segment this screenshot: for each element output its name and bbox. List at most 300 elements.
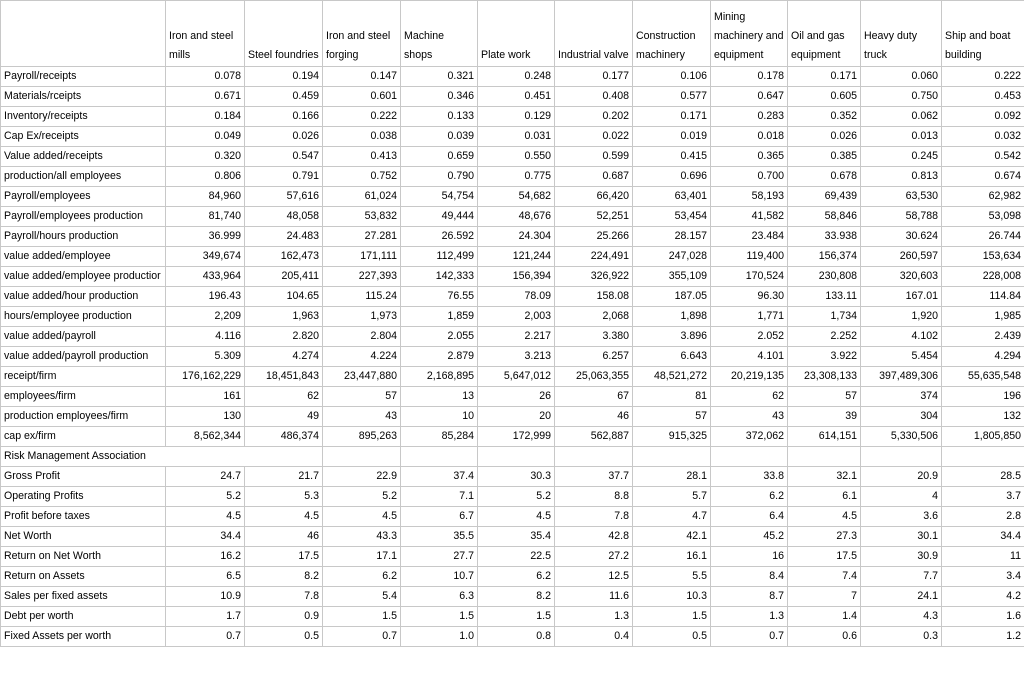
value-cell[interactable]: 0.019 (633, 127, 711, 147)
value-cell[interactable]: 0.026 (788, 127, 861, 147)
value-cell[interactable]: 0.5 (633, 627, 711, 647)
value-cell[interactable]: 45.2 (711, 527, 788, 547)
value-cell[interactable]: 4.116 (166, 327, 245, 347)
value-cell[interactable]: 0.408 (555, 87, 633, 107)
value-cell[interactable]: 161 (166, 387, 245, 407)
row-label-cell[interactable]: receipt/firm (1, 367, 166, 387)
value-cell[interactable]: 1.2 (942, 627, 1024, 647)
value-cell[interactable]: 247,028 (633, 247, 711, 267)
value-cell[interactable]: 10 (401, 407, 478, 427)
value-cell[interactable]: 0.605 (788, 87, 861, 107)
value-cell[interactable]: 11 (942, 547, 1024, 567)
value-cell[interactable]: 0.547 (245, 147, 323, 167)
value-cell[interactable]: 27.281 (323, 227, 401, 247)
value-cell[interactable]: 57 (788, 387, 861, 407)
value-cell[interactable]: 915,325 (633, 427, 711, 447)
value-cell[interactable]: 0.542 (942, 147, 1024, 167)
column-header[interactable]: Ship and boat building (942, 1, 1024, 67)
value-cell[interactable]: 0.177 (555, 67, 633, 87)
empty-cell[interactable] (323, 447, 401, 467)
value-cell[interactable]: 42.8 (555, 527, 633, 547)
value-cell[interactable]: 4.5 (788, 507, 861, 527)
value-cell[interactable]: 0.283 (711, 107, 788, 127)
value-cell[interactable]: 63,401 (633, 187, 711, 207)
empty-cell[interactable] (401, 447, 478, 467)
row-label-cell[interactable]: Cap Ex/receipts (1, 127, 166, 147)
value-cell[interactable]: 0.129 (478, 107, 555, 127)
value-cell[interactable]: 0.678 (788, 167, 861, 187)
row-label-cell[interactable]: Materials/rceipts (1, 87, 166, 107)
value-cell[interactable]: 34.4 (166, 527, 245, 547)
row-label-cell[interactable]: Debt per worth (1, 607, 166, 627)
value-cell[interactable]: 5,330,506 (861, 427, 942, 447)
value-cell[interactable]: 3.6 (861, 507, 942, 527)
value-cell[interactable]: 43 (711, 407, 788, 427)
value-cell[interactable]: 8.4 (711, 567, 788, 587)
value-cell[interactable]: 172,999 (478, 427, 555, 447)
value-cell[interactable]: 17.5 (245, 547, 323, 567)
column-header[interactable]: Industrial valve (555, 1, 633, 67)
value-cell[interactable]: 614,151 (788, 427, 861, 447)
corner-cell[interactable] (1, 1, 166, 67)
row-label-cell[interactable]: value added/payroll production (1, 347, 166, 367)
value-cell[interactable]: 0.550 (478, 147, 555, 167)
value-cell[interactable]: 4.3 (861, 607, 942, 627)
value-cell[interactable]: 7.7 (861, 567, 942, 587)
value-cell[interactable]: 3.213 (478, 347, 555, 367)
value-cell[interactable]: 121,244 (478, 247, 555, 267)
value-cell[interactable]: 130 (166, 407, 245, 427)
value-cell[interactable]: 33.938 (788, 227, 861, 247)
value-cell[interactable]: 66,420 (555, 187, 633, 207)
value-cell[interactable]: 0.687 (555, 167, 633, 187)
value-cell[interactable]: 22.9 (323, 467, 401, 487)
value-cell[interactable]: 2.055 (401, 327, 478, 347)
value-cell[interactable]: 33.8 (711, 467, 788, 487)
value-cell[interactable]: 58,788 (861, 207, 942, 227)
value-cell[interactable]: 8.7 (711, 587, 788, 607)
value-cell[interactable]: 7.8 (245, 587, 323, 607)
value-cell[interactable]: 0.346 (401, 87, 478, 107)
value-cell[interactable]: 17.1 (323, 547, 401, 567)
value-cell[interactable]: 1,920 (861, 307, 942, 327)
value-cell[interactable]: 196.43 (166, 287, 245, 307)
value-cell[interactable]: 6.2 (711, 487, 788, 507)
value-cell[interactable]: 0.038 (323, 127, 401, 147)
value-cell[interactable]: 2,168,895 (401, 367, 478, 387)
value-cell[interactable]: 0.013 (861, 127, 942, 147)
value-cell[interactable]: 320,603 (861, 267, 942, 287)
value-cell[interactable]: 61,024 (323, 187, 401, 207)
value-cell[interactable]: 67 (555, 387, 633, 407)
value-cell[interactable]: 30.1 (861, 527, 942, 547)
value-cell[interactable]: 58,846 (788, 207, 861, 227)
value-cell[interactable]: 0.813 (861, 167, 942, 187)
value-cell[interactable]: 2,068 (555, 307, 633, 327)
value-cell[interactable]: 1,973 (323, 307, 401, 327)
value-cell[interactable]: 0.3 (861, 627, 942, 647)
value-cell[interactable]: 7.4 (788, 567, 861, 587)
value-cell[interactable]: 78.09 (478, 287, 555, 307)
value-cell[interactable]: 30.9 (861, 547, 942, 567)
value-cell[interactable]: 53,454 (633, 207, 711, 227)
value-cell[interactable]: 84,960 (166, 187, 245, 207)
value-cell[interactable]: 0.171 (788, 67, 861, 87)
value-cell[interactable]: 25,063,355 (555, 367, 633, 387)
value-cell[interactable]: 156,394 (478, 267, 555, 287)
value-cell[interactable]: 0.202 (555, 107, 633, 127)
value-cell[interactable]: 20 (478, 407, 555, 427)
row-label-cell[interactable]: production employees/firm (1, 407, 166, 427)
value-cell[interactable]: 0.022 (555, 127, 633, 147)
value-cell[interactable]: 0.245 (861, 147, 942, 167)
value-cell[interactable]: 48,521,272 (633, 367, 711, 387)
value-cell[interactable]: 1.0 (401, 627, 478, 647)
value-cell[interactable]: 1,805,850 (942, 427, 1024, 447)
value-cell[interactable]: 4.294 (942, 347, 1024, 367)
column-header[interactable]: Mining machinery and equipment (711, 1, 788, 67)
value-cell[interactable]: 26.744 (942, 227, 1024, 247)
value-cell[interactable]: 28.1 (633, 467, 711, 487)
value-cell[interactable]: 0.790 (401, 167, 478, 187)
value-cell[interactable]: 57,616 (245, 187, 323, 207)
column-header[interactable]: Steel foundries (245, 1, 323, 67)
value-cell[interactable]: 6.4 (711, 507, 788, 527)
value-cell[interactable]: 2.8 (942, 507, 1024, 527)
value-cell[interactable]: 0.031 (478, 127, 555, 147)
value-cell[interactable]: 4.101 (711, 347, 788, 367)
value-cell[interactable]: 34.4 (942, 527, 1024, 547)
value-cell[interactable]: 13 (401, 387, 478, 407)
value-cell[interactable]: 5.454 (861, 347, 942, 367)
value-cell[interactable]: 5.7 (633, 487, 711, 507)
value-cell[interactable]: 23.484 (711, 227, 788, 247)
value-cell[interactable]: 433,964 (166, 267, 245, 287)
value-cell[interactable]: 0.133 (401, 107, 478, 127)
value-cell[interactable]: 0.696 (633, 167, 711, 187)
value-cell[interactable]: 0.415 (633, 147, 711, 167)
value-cell[interactable]: 8,562,344 (166, 427, 245, 447)
value-cell[interactable]: 153,634 (942, 247, 1024, 267)
value-cell[interactable]: 112,499 (401, 247, 478, 267)
value-cell[interactable]: 227,393 (323, 267, 401, 287)
value-cell[interactable]: 0.049 (166, 127, 245, 147)
value-cell[interactable]: 0.184 (166, 107, 245, 127)
column-header[interactable]: Construction machinery (633, 1, 711, 67)
value-cell[interactable]: 0.060 (861, 67, 942, 87)
value-cell[interactable]: 114.84 (942, 287, 1024, 307)
value-cell[interactable]: 0.039 (401, 127, 478, 147)
value-cell[interactable]: 4.224 (323, 347, 401, 367)
value-cell[interactable]: 0.194 (245, 67, 323, 87)
value-cell[interactable]: 20.9 (861, 467, 942, 487)
value-cell[interactable]: 486,374 (245, 427, 323, 447)
value-cell[interactable]: 1.3 (711, 607, 788, 627)
row-label-cell[interactable]: Net Worth (1, 527, 166, 547)
value-cell[interactable]: 24.483 (245, 227, 323, 247)
value-cell[interactable]: 27.2 (555, 547, 633, 567)
value-cell[interactable]: 53,832 (323, 207, 401, 227)
value-cell[interactable]: 0.459 (245, 87, 323, 107)
empty-cell[interactable] (633, 447, 711, 467)
value-cell[interactable]: 1.5 (401, 607, 478, 627)
value-cell[interactable]: 10.7 (401, 567, 478, 587)
row-label-cell[interactable]: cap ex/firm (1, 427, 166, 447)
value-cell[interactable]: 2.820 (245, 327, 323, 347)
value-cell[interactable]: 48,676 (478, 207, 555, 227)
value-cell[interactable]: 0.674 (942, 167, 1024, 187)
value-cell[interactable]: 895,263 (323, 427, 401, 447)
value-cell[interactable]: 3.922 (788, 347, 861, 367)
value-cell[interactable]: 228,008 (942, 267, 1024, 287)
value-cell[interactable]: 27.7 (401, 547, 478, 567)
value-cell[interactable]: 260,597 (861, 247, 942, 267)
value-cell[interactable]: 8.8 (555, 487, 633, 507)
value-cell[interactable]: 0.222 (942, 67, 1024, 87)
value-cell[interactable]: 2.804 (323, 327, 401, 347)
value-cell[interactable]: 2.052 (711, 327, 788, 347)
value-cell[interactable]: 52,251 (555, 207, 633, 227)
value-cell[interactable]: 24.304 (478, 227, 555, 247)
value-cell[interactable]: 6.257 (555, 347, 633, 367)
value-cell[interactable]: 0.775 (478, 167, 555, 187)
row-label-cell[interactable]: Operating Profits (1, 487, 166, 507)
value-cell[interactable]: 3.7 (942, 487, 1024, 507)
value-cell[interactable]: 57 (633, 407, 711, 427)
value-cell[interactable]: 187.05 (633, 287, 711, 307)
value-cell[interactable]: 0.451 (478, 87, 555, 107)
column-header[interactable]: Iron and steel mills (166, 1, 245, 67)
value-cell[interactable]: 176,162,229 (166, 367, 245, 387)
value-cell[interactable]: 54,754 (401, 187, 478, 207)
value-cell[interactable]: 0.4 (555, 627, 633, 647)
value-cell[interactable]: 0.352 (788, 107, 861, 127)
value-cell[interactable]: 16 (711, 547, 788, 567)
value-cell[interactable]: 0.248 (478, 67, 555, 87)
empty-cell[interactable] (555, 447, 633, 467)
value-cell[interactable]: 0.026 (245, 127, 323, 147)
section-label-cell[interactable]: Risk Management Association (1, 447, 323, 467)
column-header[interactable]: Iron and steel forging (323, 1, 401, 67)
value-cell[interactable]: 1,963 (245, 307, 323, 327)
value-cell[interactable]: 142,333 (401, 267, 478, 287)
value-cell[interactable]: 196 (942, 387, 1024, 407)
empty-cell[interactable] (478, 447, 555, 467)
value-cell[interactable]: 0.320 (166, 147, 245, 167)
value-cell[interactable]: 35.4 (478, 527, 555, 547)
value-cell[interactable]: 1,898 (633, 307, 711, 327)
value-cell[interactable]: 355,109 (633, 267, 711, 287)
value-cell[interactable]: 0.222 (323, 107, 401, 127)
value-cell[interactable]: 1.3 (555, 607, 633, 627)
value-cell[interactable]: 104.65 (245, 287, 323, 307)
value-cell[interactable]: 2.252 (788, 327, 861, 347)
value-cell[interactable]: 224,491 (555, 247, 633, 267)
row-label-cell[interactable]: Inventory/receipts (1, 107, 166, 127)
value-cell[interactable]: 6.1 (788, 487, 861, 507)
value-cell[interactable]: 0.413 (323, 147, 401, 167)
value-cell[interactable]: 6.643 (633, 347, 711, 367)
row-label-cell[interactable]: value added/employee productior (1, 267, 166, 287)
value-cell[interactable]: 35.5 (401, 527, 478, 547)
value-cell[interactable]: 48,058 (245, 207, 323, 227)
value-cell[interactable]: 3.380 (555, 327, 633, 347)
row-label-cell[interactable]: Value added/receipts (1, 147, 166, 167)
value-cell[interactable]: 0.7 (711, 627, 788, 647)
value-cell[interactable]: 1.4 (788, 607, 861, 627)
value-cell[interactable]: 0.365 (711, 147, 788, 167)
value-cell[interactable]: 397,489,306 (861, 367, 942, 387)
value-cell[interactable]: 0.321 (401, 67, 478, 87)
value-cell[interactable]: 4.274 (245, 347, 323, 367)
column-header[interactable]: Machine shops (401, 1, 478, 67)
value-cell[interactable]: 30.624 (861, 227, 942, 247)
value-cell[interactable]: 42.1 (633, 527, 711, 547)
value-cell[interactable]: 205,411 (245, 267, 323, 287)
value-cell[interactable]: 62,982 (942, 187, 1024, 207)
value-cell[interactable]: 41,582 (711, 207, 788, 227)
value-cell[interactable]: 0.032 (942, 127, 1024, 147)
value-cell[interactable]: 170,524 (711, 267, 788, 287)
value-cell[interactable]: 0.178 (711, 67, 788, 87)
row-label-cell[interactable]: Return on Net Worth (1, 547, 166, 567)
value-cell[interactable]: 0.7 (166, 627, 245, 647)
value-cell[interactable]: 230,808 (788, 267, 861, 287)
row-label-cell[interactable]: Payroll/employees (1, 187, 166, 207)
value-cell[interactable]: 4.5 (245, 507, 323, 527)
value-cell[interactable]: 46 (245, 527, 323, 547)
value-cell[interactable]: 10.9 (166, 587, 245, 607)
value-cell[interactable]: 11.6 (555, 587, 633, 607)
value-cell[interactable]: 4.5 (478, 507, 555, 527)
value-cell[interactable]: 43.3 (323, 527, 401, 547)
value-cell[interactable]: 0.8 (478, 627, 555, 647)
row-label-cell[interactable]: Payroll/employees production (1, 207, 166, 227)
value-cell[interactable]: 0.453 (942, 87, 1024, 107)
value-cell[interactable]: 6.7 (401, 507, 478, 527)
value-cell[interactable]: 0.601 (323, 87, 401, 107)
value-cell[interactable]: 0.659 (401, 147, 478, 167)
value-cell[interactable]: 55,635,548 (942, 367, 1024, 387)
value-cell[interactable]: 12.5 (555, 567, 633, 587)
value-cell[interactable]: 0.577 (633, 87, 711, 107)
value-cell[interactable]: 0.671 (166, 87, 245, 107)
value-cell[interactable]: 0.700 (711, 167, 788, 187)
value-cell[interactable]: 85,284 (401, 427, 478, 447)
value-cell[interactable]: 0.599 (555, 147, 633, 167)
value-cell[interactable]: 0.752 (323, 167, 401, 187)
value-cell[interactable]: 5.2 (166, 487, 245, 507)
value-cell[interactable]: 304 (861, 407, 942, 427)
value-cell[interactable]: 1,734 (788, 307, 861, 327)
value-cell[interactable]: 1.5 (323, 607, 401, 627)
value-cell[interactable]: 133.11 (788, 287, 861, 307)
value-cell[interactable]: 36.999 (166, 227, 245, 247)
empty-cell[interactable] (942, 447, 1024, 467)
value-cell[interactable]: 7 (788, 587, 861, 607)
value-cell[interactable]: 62 (245, 387, 323, 407)
value-cell[interactable]: 37.7 (555, 467, 633, 487)
row-label-cell[interactable]: Sales per fixed assets (1, 587, 166, 607)
value-cell[interactable]: 2,003 (478, 307, 555, 327)
value-cell[interactable]: 1,771 (711, 307, 788, 327)
row-label-cell[interactable]: value added/hour production (1, 287, 166, 307)
value-cell[interactable]: 326,922 (555, 267, 633, 287)
value-cell[interactable]: 0.062 (861, 107, 942, 127)
value-cell[interactable]: 57 (323, 387, 401, 407)
value-cell[interactable]: 28.157 (633, 227, 711, 247)
value-cell[interactable]: 3.4 (942, 567, 1024, 587)
value-cell[interactable]: 6.5 (166, 567, 245, 587)
value-cell[interactable]: 115.24 (323, 287, 401, 307)
value-cell[interactable]: 0.750 (861, 87, 942, 107)
value-cell[interactable]: 4.102 (861, 327, 942, 347)
value-cell[interactable]: 0.647 (711, 87, 788, 107)
empty-cell[interactable] (788, 447, 861, 467)
row-label-cell[interactable]: production/all employees (1, 167, 166, 187)
value-cell[interactable]: 2.439 (942, 327, 1024, 347)
value-cell[interactable]: 156,374 (788, 247, 861, 267)
value-cell[interactable]: 7.1 (401, 487, 478, 507)
value-cell[interactable]: 0.171 (633, 107, 711, 127)
value-cell[interactable]: 81,740 (166, 207, 245, 227)
value-cell[interactable]: 5.2 (478, 487, 555, 507)
column-header[interactable]: Oil and gas equipment (788, 1, 861, 67)
value-cell[interactable]: 0.166 (245, 107, 323, 127)
value-cell[interactable]: 39 (788, 407, 861, 427)
value-cell[interactable]: 4.5 (166, 507, 245, 527)
value-cell[interactable]: 49,444 (401, 207, 478, 227)
value-cell[interactable]: 171,111 (323, 247, 401, 267)
value-cell[interactable]: 69,439 (788, 187, 861, 207)
value-cell[interactable]: 18,451,843 (245, 367, 323, 387)
value-cell[interactable]: 1.7 (166, 607, 245, 627)
value-cell[interactable]: 1,859 (401, 307, 478, 327)
value-cell[interactable]: 76.55 (401, 287, 478, 307)
value-cell[interactable]: 372,062 (711, 427, 788, 447)
value-cell[interactable]: 54,682 (478, 187, 555, 207)
value-cell[interactable]: 37.4 (401, 467, 478, 487)
value-cell[interactable]: 6.2 (478, 567, 555, 587)
value-cell[interactable]: 5.4 (323, 587, 401, 607)
value-cell[interactable]: 4 (861, 487, 942, 507)
value-cell[interactable]: 81 (633, 387, 711, 407)
value-cell[interactable]: 24.7 (166, 467, 245, 487)
value-cell[interactable]: 8.2 (478, 587, 555, 607)
value-cell[interactable]: 4.5 (323, 507, 401, 527)
value-cell[interactable]: 46 (555, 407, 633, 427)
value-cell[interactable]: 26 (478, 387, 555, 407)
value-cell[interactable]: 2.217 (478, 327, 555, 347)
value-cell[interactable]: 5,647,012 (478, 367, 555, 387)
value-cell[interactable]: 17.5 (788, 547, 861, 567)
value-cell[interactable]: 1,985 (942, 307, 1024, 327)
empty-cell[interactable] (711, 447, 788, 467)
value-cell[interactable]: 2,209 (166, 307, 245, 327)
empty-cell[interactable] (861, 447, 942, 467)
value-cell[interactable]: 0.6 (788, 627, 861, 647)
value-cell[interactable]: 16.2 (166, 547, 245, 567)
column-header[interactable]: Plate work (478, 1, 555, 67)
value-cell[interactable]: 0.147 (323, 67, 401, 87)
value-cell[interactable]: 0.092 (942, 107, 1024, 127)
value-cell[interactable]: 43 (323, 407, 401, 427)
value-cell[interactable]: 0.5 (245, 627, 323, 647)
value-cell[interactable]: 21.7 (245, 467, 323, 487)
value-cell[interactable]: 562,887 (555, 427, 633, 447)
value-cell[interactable]: 0.078 (166, 67, 245, 87)
value-cell[interactable]: 0.385 (788, 147, 861, 167)
